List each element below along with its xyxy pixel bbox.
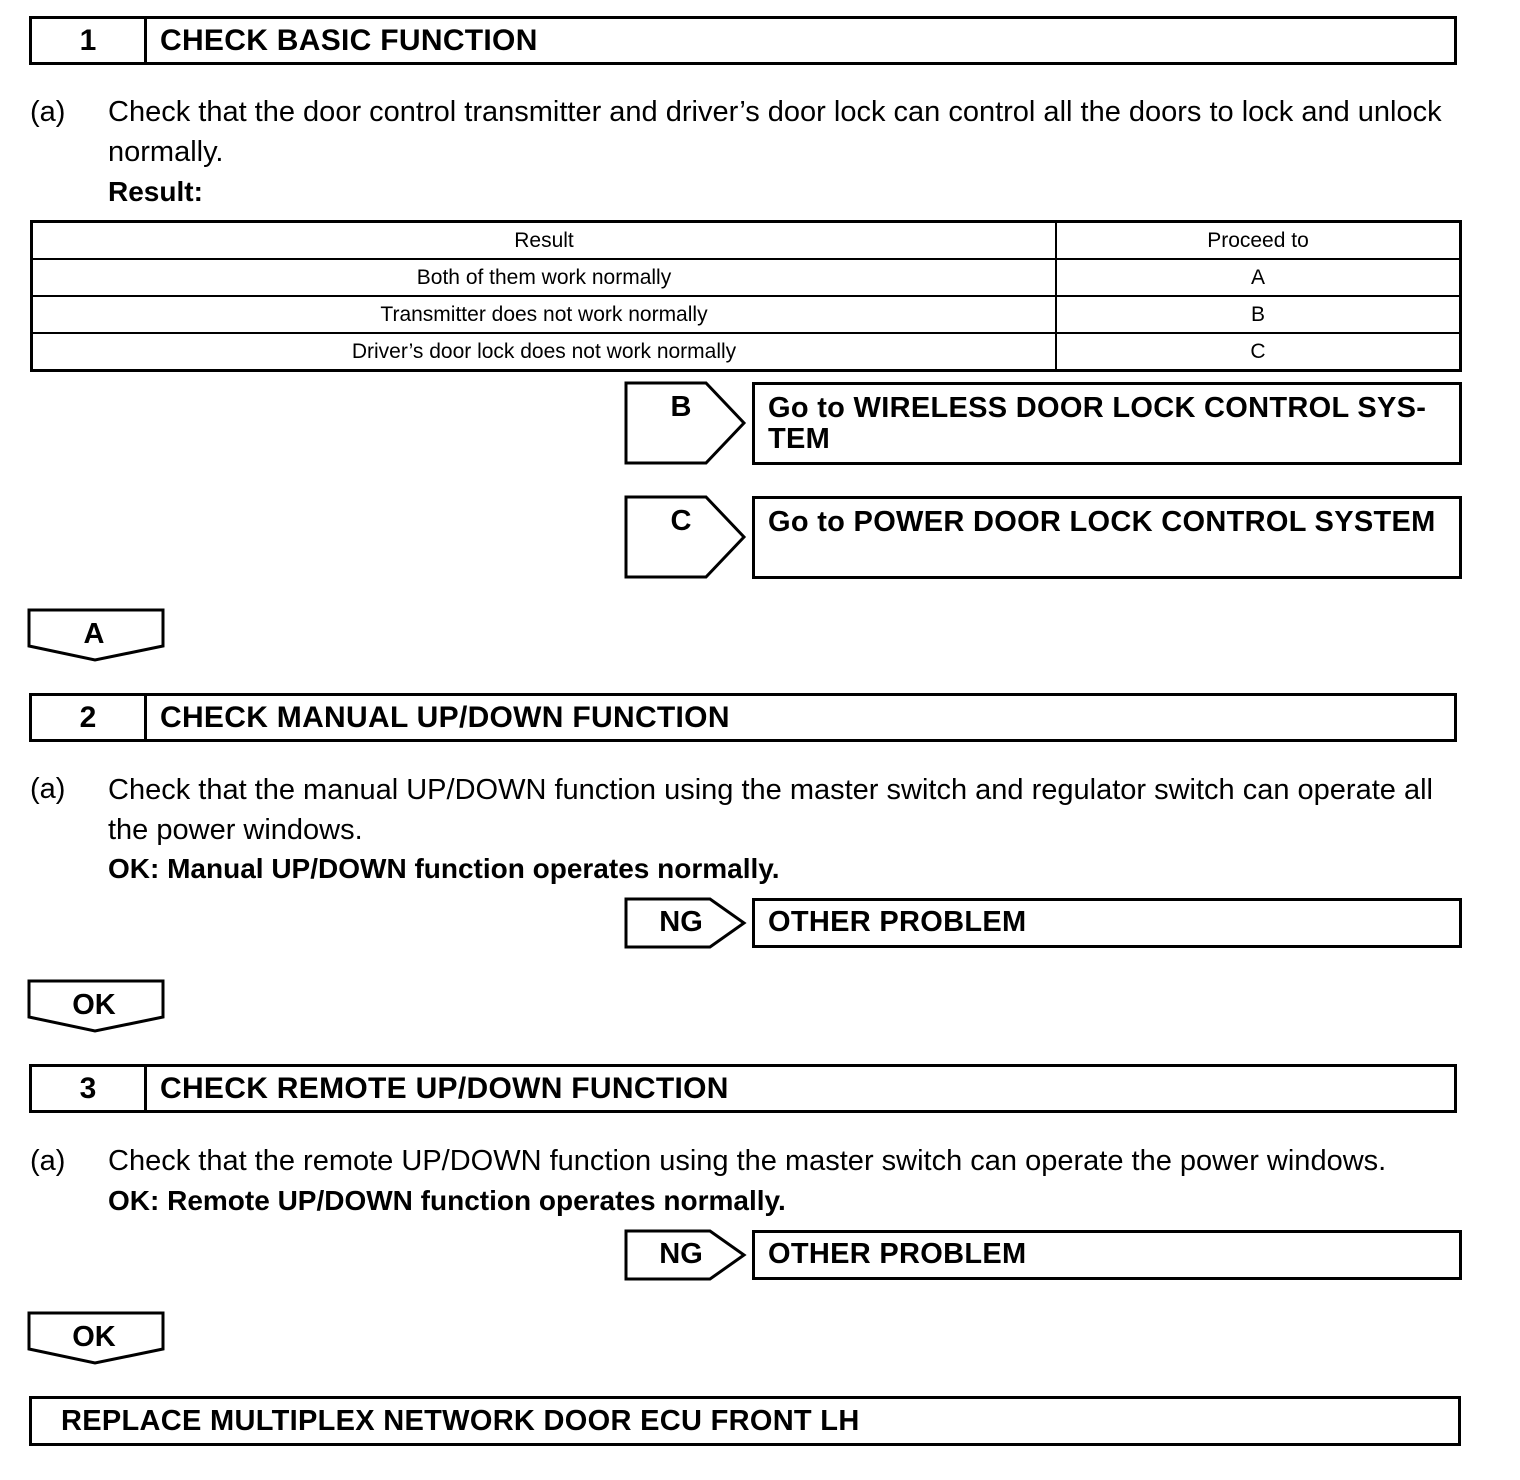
continue-label-ok: OK [72,989,116,1021]
destination-box-c: Go to POWER DOOR LOCK CONTROL SYSTEM [752,496,1462,579]
branch-letter-b: B [670,391,692,423]
table-row [32,259,1461,296]
table-row [32,296,1461,333]
table-cell: Driver’s door lock does not work normally [32,333,1057,371]
table-header: Result [32,222,1057,260]
branch-letter-c: C [670,505,692,537]
table-cell: Transmitter does not work normally [32,296,1057,333]
table-header-row [32,222,1461,260]
ng-destination-box: OTHER PROBLEM [752,1230,1462,1280]
item-text: Check that the door control transmitter and driver’s door lock can control all the doors to lock and unlock normally. [108,96,1442,168]
result-label: Result: [108,176,203,207]
ng-label: NG [659,1238,703,1270]
destination-box-b: Go to WIRELESS DOOR LOCK CONTROL SYS-TEM [752,382,1462,465]
step-1-header [29,16,1457,65]
continue-label-ok: OK [72,1321,116,1353]
table-cell: C [1056,333,1461,371]
final-action-box: REPLACE MULTIPLEX NETWORK DOOR ECU FRONT LH [29,1396,1461,1446]
item-label: (a) [30,1145,66,1177]
step-title: CHECK BASIC FUNCTION [160,23,538,57]
continue-label-a: A [83,618,105,650]
table-cell: B [1056,296,1461,333]
item-text: Check that the remote UP/DOWN function using the master switch can operate the power windows. [108,1145,1387,1177]
item-label: (a) [30,773,66,805]
step-2-header [29,693,1457,742]
item-label: (a) [30,96,66,128]
item-text: Check that the manual UP/DOWN function using the master switch and regulator switch can operate all the power windows. [108,774,1433,846]
ok-criteria: OK: Remote UP/DOWN function operates normally. [108,1185,786,1216]
step-title: CHECK REMOTE UP/DOWN FUNCTION [160,1071,729,1105]
ng-label: NG [659,906,703,938]
step-3-header [29,1064,1457,1113]
result-table [30,220,1462,372]
ng-destination-box: OTHER PROBLEM [752,898,1462,948]
step-number: 1 [32,19,147,62]
table-cell: A [1056,259,1461,296]
table-row [32,333,1461,371]
ok-criteria: OK: Manual UP/DOWN function operates normally. [108,853,780,884]
table-cell: Both of them work normally [32,259,1057,296]
step-number: 3 [32,1067,147,1110]
step-number: 2 [32,696,147,739]
step-title: CHECK MANUAL UP/DOWN FUNCTION [160,700,730,734]
table-header: Proceed to [1056,222,1461,260]
